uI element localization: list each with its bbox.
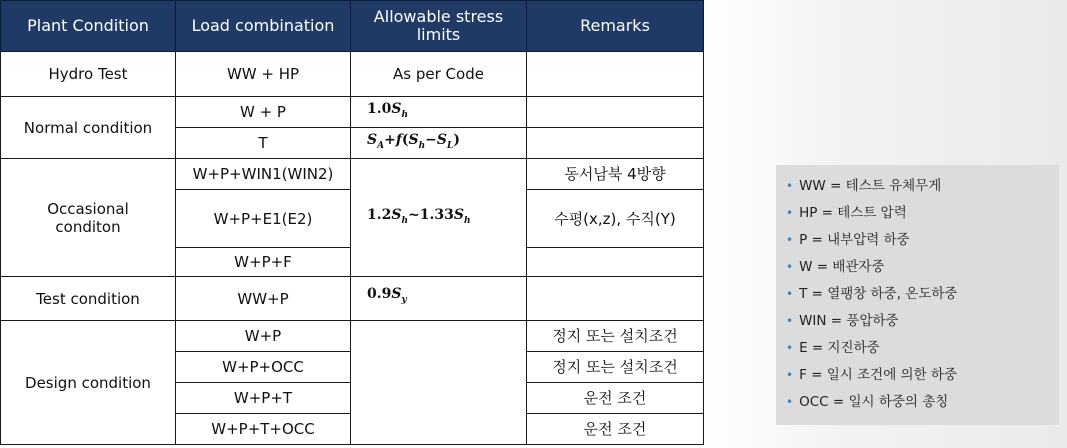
load-cell: W+P+T xyxy=(176,383,351,414)
legend-item xyxy=(786,200,1049,227)
bullet-icon: • xyxy=(786,179,794,193)
load-cell: WW+P xyxy=(176,277,351,321)
limit-formula-cell xyxy=(351,97,527,128)
condition-cell xyxy=(1,159,176,277)
load-cell: WW + HP xyxy=(176,52,351,97)
legend-list xyxy=(786,173,1049,416)
remark-cell xyxy=(527,277,704,321)
remark-cell: 정지 또는 설치조건 xyxy=(527,321,704,352)
legend-item xyxy=(786,308,1049,335)
limit-formula-cell xyxy=(351,159,527,277)
remark-cell: 정지 또는 설치조건 xyxy=(527,352,704,383)
table-row xyxy=(1,159,704,190)
limit-cell: As per Code xyxy=(351,52,527,97)
remark-cell xyxy=(527,97,704,128)
remark-cell: 운전 조건 xyxy=(527,414,704,445)
bullet-icon: • xyxy=(786,314,794,328)
load-cell: T xyxy=(176,128,351,159)
legend-text: T = 열팽창 하중, 온도하중 xyxy=(799,286,958,302)
legend-item xyxy=(786,389,1049,416)
condition-cell: Hydro Test xyxy=(1,52,176,97)
legend-text: WIN = 풍압하중 xyxy=(799,313,899,329)
remark-cell: 수평(x,z), 수직(Y) xyxy=(527,190,704,248)
load-cell: W + P xyxy=(176,97,351,128)
legend-item xyxy=(786,362,1049,389)
bullet-icon: • xyxy=(786,233,794,247)
header-remarks: Remarks xyxy=(527,1,704,52)
legend-text: WW = 테스트 유체무게 xyxy=(799,178,942,194)
legend-text: F = 일시 조건에 의한 하중 xyxy=(799,367,957,383)
bullet-icon: • xyxy=(786,395,794,409)
legend-item xyxy=(786,281,1049,308)
table-row xyxy=(1,277,704,321)
remark-cell: 동서남북 4방향 xyxy=(527,159,704,190)
load-cell: W+P+OCC xyxy=(176,352,351,383)
legend-text: W = 배관자중 xyxy=(799,259,885,275)
load-cell: W+P+E1(E2) xyxy=(176,190,351,248)
bullet-icon: • xyxy=(786,260,794,274)
condition-cell: Normal condition xyxy=(1,97,176,159)
header-plant-condition: Plant Condition xyxy=(1,1,176,52)
bullet-icon: • xyxy=(786,287,794,301)
formula-1-2-sh: $1.2S_h\sim 1.33S_h$ xyxy=(367,206,471,226)
load-cell: W+P+F xyxy=(176,248,351,277)
table-row xyxy=(1,321,704,352)
legend-text: OCC = 일시 하중의 총칭 xyxy=(799,394,949,410)
limit-cell-empty xyxy=(351,321,527,445)
condition-cell: Design condition xyxy=(1,321,176,445)
remark-cell xyxy=(527,128,704,159)
legend-item xyxy=(786,335,1049,362)
bullet-icon: • xyxy=(786,341,794,355)
condition-cell: Test condition xyxy=(1,277,176,321)
condition-occasional: Occasional conditon xyxy=(47,199,129,236)
remark-cell xyxy=(527,248,704,277)
legend-item xyxy=(786,227,1049,254)
load-cell: W+P+T+OCC xyxy=(176,414,351,445)
limit-formula-cell xyxy=(351,277,527,321)
abbreviation-legend xyxy=(776,165,1059,425)
load-cell: W+P+WIN1(WIN2) xyxy=(176,159,351,190)
legend-item xyxy=(786,254,1049,281)
header-allowable-stress: Allowable stress limits xyxy=(351,1,527,52)
legend-text: E = 지진하중 xyxy=(799,340,880,356)
header-row xyxy=(1,1,704,52)
load-cell: W+P xyxy=(176,321,351,352)
remark-cell xyxy=(527,52,704,97)
table-row xyxy=(1,97,704,128)
table-row xyxy=(1,52,704,97)
bullet-icon: • xyxy=(786,206,794,220)
legend-text: HP = 테스트 압력 xyxy=(799,205,907,221)
header-load-combination: Load combination xyxy=(176,1,351,52)
formula-sa-f: $S_A+f(S_h-S_L)$ xyxy=(367,132,460,151)
remark-cell: 운전 조건 xyxy=(527,383,704,414)
legend-item xyxy=(786,173,1049,200)
formula-0-9-sy: $0.9S_y$ xyxy=(367,286,407,305)
limit-formula-cell xyxy=(351,128,527,159)
bullet-icon: • xyxy=(786,368,794,382)
legend-text: P = 내부압력 하중 xyxy=(799,232,910,248)
formula-1-0-sh: $1.0S_h$ xyxy=(367,101,409,120)
